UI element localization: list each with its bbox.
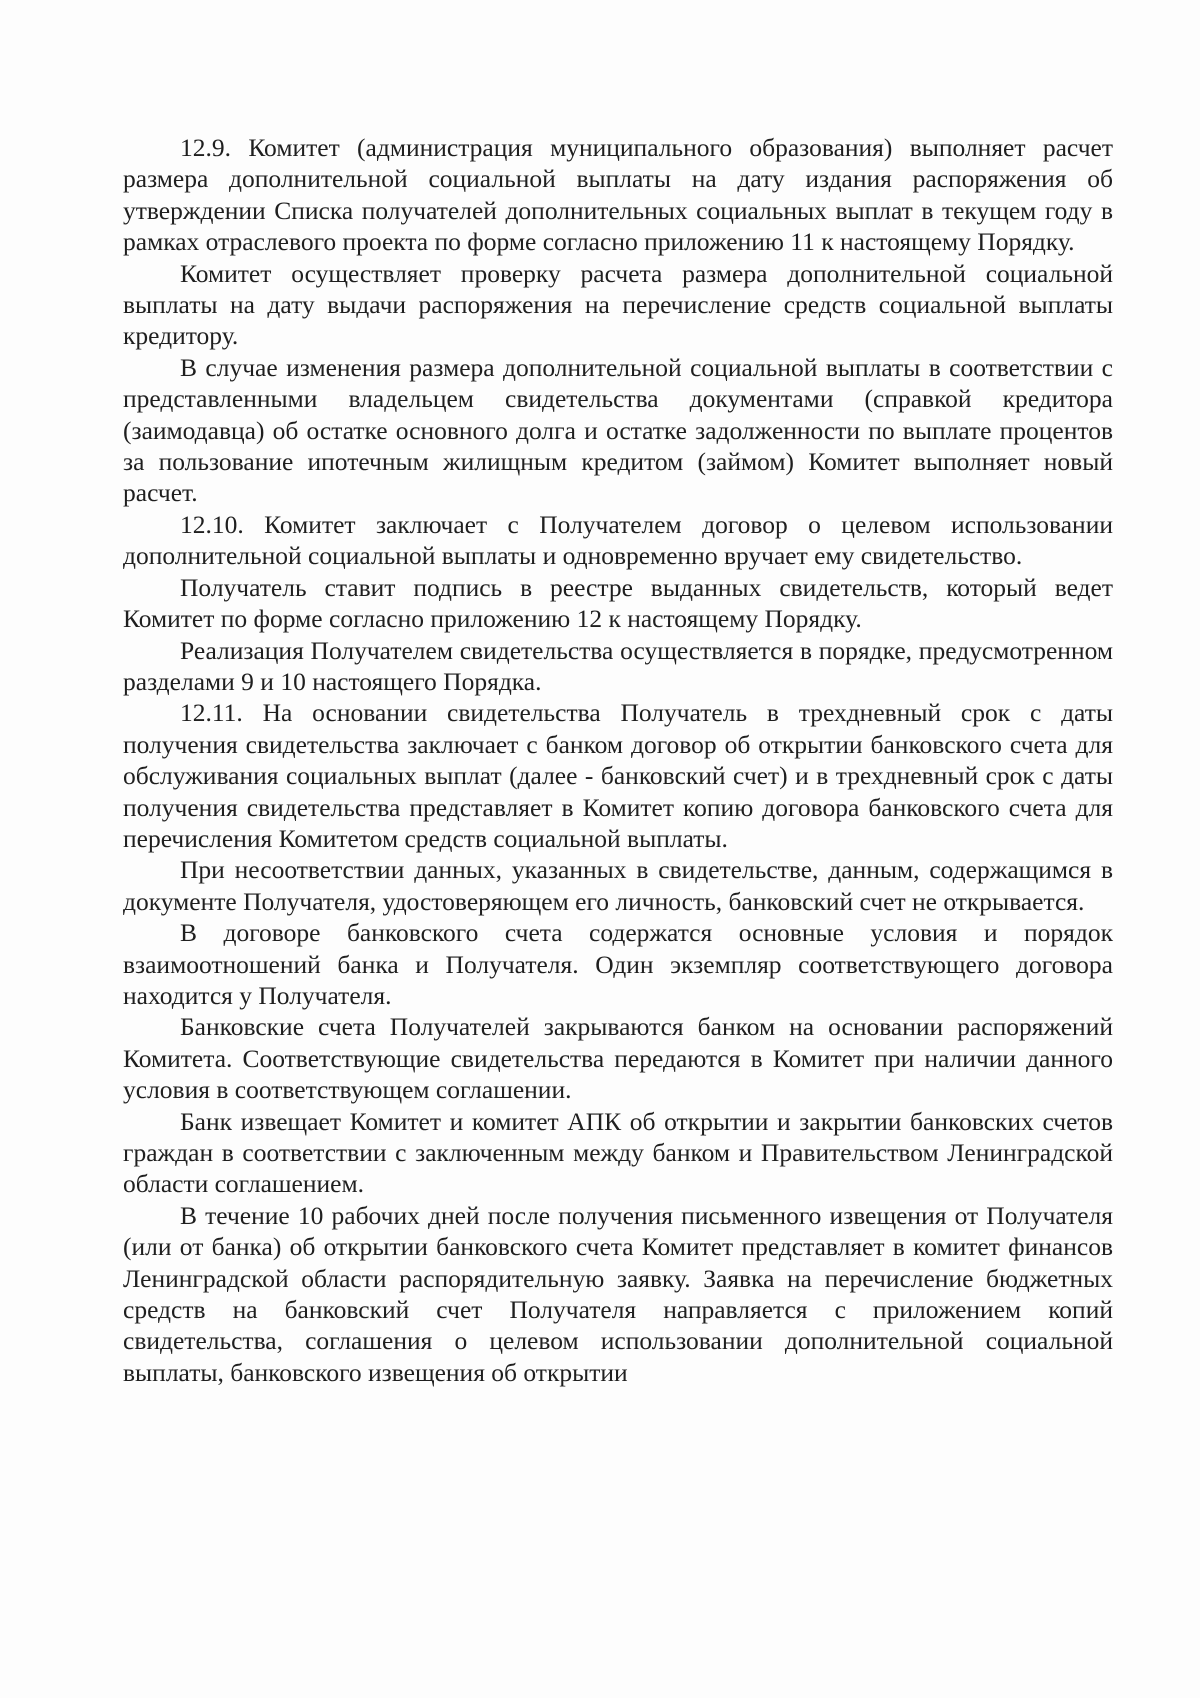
paragraph-account-agreement: В договоре банковского счета содержатся основные условия и порядок взаимоотношений банка и Получателя. Один экземпляр соответствующего договора находится у Получателя.: [123, 918, 1113, 1010]
paragraph-data-mismatch: При несоответствии данных, указанных в свидетельстве, данным, содержащимся в документе Получателя, удостоверяющем его личность, банковский счет не открывается.: [123, 855, 1113, 916]
paragraph-verification: Комитет осуществляет проверку расчета размера дополнительной социальной выплаты на дату выдачи распоряжения на перечисление средств социальной выплаты кредитору.: [123, 258, 1113, 351]
paragraph-recalculation: В случае изменения размера дополнительной социальной выплаты в соответствии с представленными владельцем свидетельства документами (справкой кредитора (заимодавца) об остатке основного долга и остатке задолженности по выплате процентов за пользование ипотечным жилищным кредитом (займом) Комитет выполняет новый расчет.: [123, 352, 1113, 508]
paragraph-registry-signature: Получатель ставит подпись в реестре выданных свидетельств, который ведет Комитет по форме согласно приложению 12 к настоящему Порядку.: [123, 572, 1113, 634]
paragraph-12-9: 12.9. Комитет (администрация муниципального образования) выполняет расчет размера дополнительной социальной выплаты на дату издания распоряжения об утверждении Списка получателей дополнительных социальных выплат в текущем году в рамках отраслевого проекта по форме согласно приложению 11 к настоящему Порядку.: [123, 133, 1113, 257]
paragraph-account-closing: Банковские счета Получателей закрываются банком на основании распоряжений Комитета. Соответствующие свидетельства передаются в Комитет при наличии данного условия в соответствующем соглашении.: [123, 1012, 1113, 1105]
paragraph-bank-notification: Банк извещает Комитет и комитет АПК об открытии и закрытии банковских счетов граждан в соответствии с заключенным между банком и Правительством Ленинградской области соглашением.: [123, 1106, 1113, 1199]
document-body: [123, 132, 1113, 1388]
paragraph-12-10: 12.10. Комитет заключает с Получателем договор о целевом использовании дополнительной социальной выплаты и одновременно вручает ему свидетельство.: [123, 509, 1113, 571]
paragraph-certificate-realization: Реализация Получателем свидетельства осуществляется в порядке, предусмотренном разделами 9 и 10 настоящего Порядка.: [123, 635, 1113, 696]
paragraph-funding-request: В течение 10 рабочих дней после получения письменного извещения от Получателя (или от банка) об открытии банковского счета Комитет представляет в комитет финансов Ленинградской области распорядительную заявку. Заявка на перечисление бюджетных средств на банковский счет Получателя направляется с приложением копий свидетельства, соглашения о целевом использовании дополнительной социальной выплаты, банковского извещения об открытии: [123, 1200, 1113, 1387]
paragraph-12-11: 12.11. На основании свидетельства Получатель в трехдневный срок с даты получения свидетельства заключает с банком договор об открытии банковского счета для обслуживания социальных выплат (далее - банковский счет) и в трехдневный срок с даты получения свидетельства представляет в Комитет копию договора банковского счета для перечисления Комитетом средств социальной выплаты.: [123, 698, 1113, 853]
